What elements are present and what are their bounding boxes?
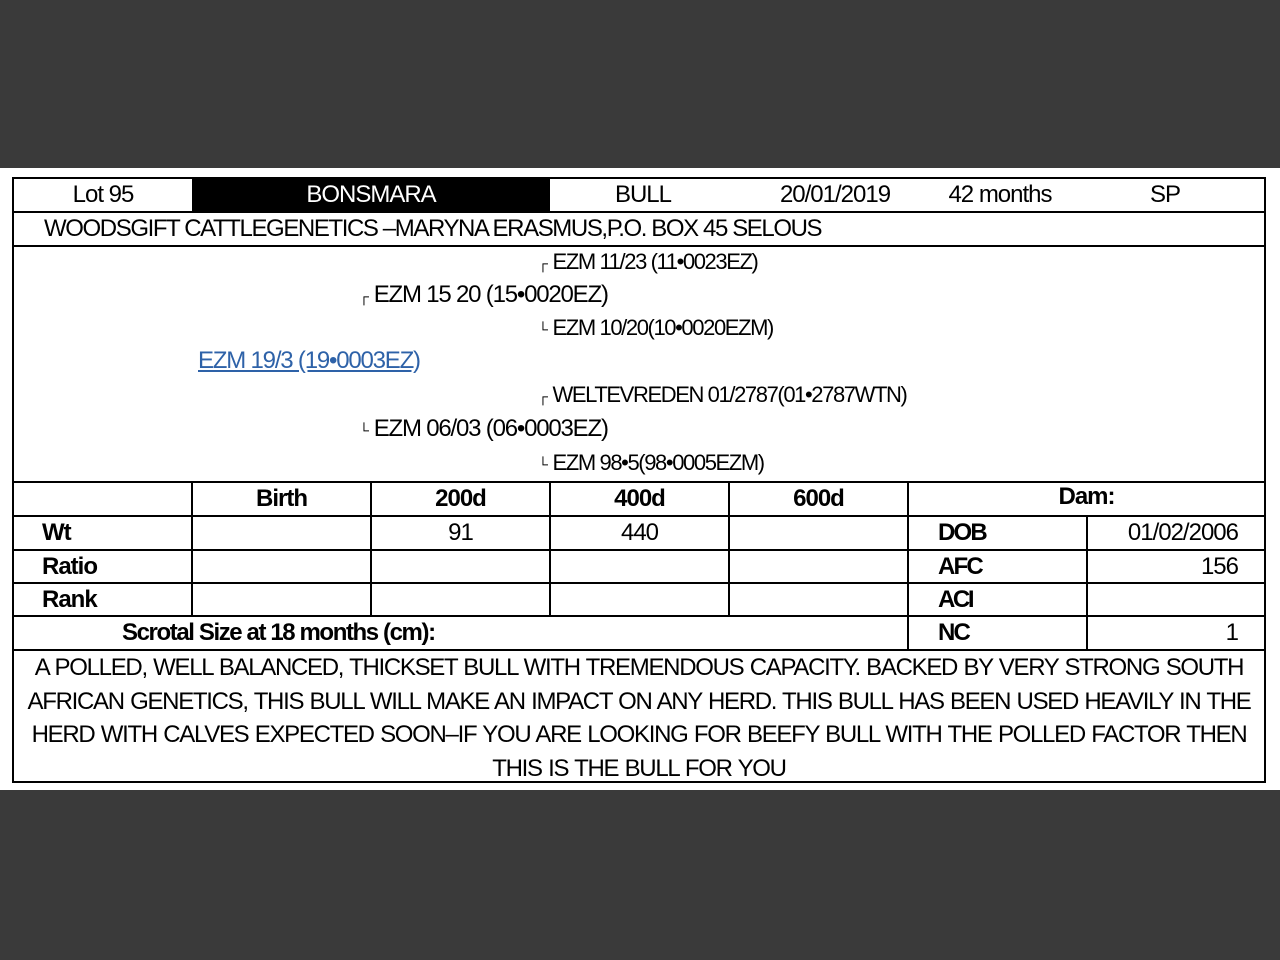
- dam-label-dob: DOB: [938, 519, 986, 546]
- dam-label-aci: ACI: [938, 586, 973, 613]
- dam-afc-value: 156: [1200, 553, 1238, 580]
- dam-label-nc: NC: [938, 619, 970, 646]
- col-header-400d: 400d: [614, 485, 665, 512]
- ratio-birth: [193, 551, 370, 583]
- pedigree-sire-dam: └ EZM 06/03 (06•0003EZ): [359, 415, 608, 442]
- wt-400d: 440: [620, 519, 659, 546]
- row-label-rank: Rank: [42, 586, 97, 613]
- dam-aci-value: [1088, 584, 1238, 616]
- wt-birth: [193, 517, 370, 549]
- rank-200d: [372, 584, 549, 616]
- bull-description: A POLLED, WELL BALANCED, THICKSET BULL WITH TREMENDOUS CAPACITY. BACKED BY VERY STRONG SOUTH AFRICAN GENETICS, THIS BULL WILL MAKE AN IMPACT ON ANY HERD. THIS BULL HAS BEEN USED HEAVILY IN THE HERD WITH CALVES EXPECTED SOON–IF YOU ARE LOOKING FOR BEEFY BULL WITH THE POLLED FACTOR THEN THIS IS THE BULL FOR YOU: [27, 654, 1251, 782]
- rank-600d: [730, 584, 907, 616]
- owner-address: WOODSGIFT CATTLEGENETICS –MARYNA ERASMUS,P.O. BOX 45 SELOUS: [44, 215, 822, 242]
- dam-header: Dam:: [1058, 483, 1115, 510]
- col-header-birth: Birth: [256, 485, 307, 512]
- pedigree-sire-dam-dam: └ EZM 98•5(98•0005EZM): [538, 450, 764, 475]
- page: [0, 168, 1280, 790]
- lot-card: [12, 177, 1266, 783]
- row-label-wt: Wt: [42, 519, 71, 546]
- scrotal-size-value: [634, 617, 894, 649]
- ratio-600d: [730, 551, 907, 583]
- ratio-400d: [551, 551, 728, 583]
- col-header-600d: 600d: [793, 485, 844, 512]
- divider: [14, 245, 1264, 247]
- rank-400d: [551, 584, 728, 616]
- category: SP: [1149, 181, 1180, 208]
- birth-date: 20/01/2019: [779, 181, 891, 208]
- dam-dob-value: 01/02/2006: [1127, 519, 1238, 546]
- pedigree-sire-sire-dam: └ EZM 10/20(10•0020EZM): [538, 315, 773, 340]
- scrotal-size-label: Scrotal Size at 18 months (cm):: [122, 619, 435, 646]
- lot-number: Lot 95: [72, 181, 134, 208]
- pedigree-sire-dam-sire: ┌ WELTEVREDEN 01/2787(01•2787WTN): [538, 382, 907, 407]
- wt-200d: 91: [448, 519, 473, 546]
- breed: BONSMARA: [192, 179, 550, 211]
- dam-nc-value: 1: [1225, 619, 1238, 646]
- wt-600d: [730, 517, 907, 549]
- age: 42 months: [948, 181, 1052, 208]
- rank-birth: [193, 584, 370, 616]
- pedigree-sire-sire-sire: ┌ EZM 11/23 (11•0023EZ): [538, 249, 758, 274]
- sire-link[interactable]: EZM 19/3 (19•0003EZ): [198, 347, 420, 374]
- col-header-200d: 200d: [435, 485, 486, 512]
- ratio-200d: [372, 551, 549, 583]
- sex: BULL: [614, 181, 672, 208]
- pedigree-sire-sire: ┌ EZM 15 20 (15•0020EZ): [359, 281, 608, 308]
- dam-label-afc: AFC: [938, 553, 982, 580]
- row-label-ratio: Ratio: [42, 553, 97, 580]
